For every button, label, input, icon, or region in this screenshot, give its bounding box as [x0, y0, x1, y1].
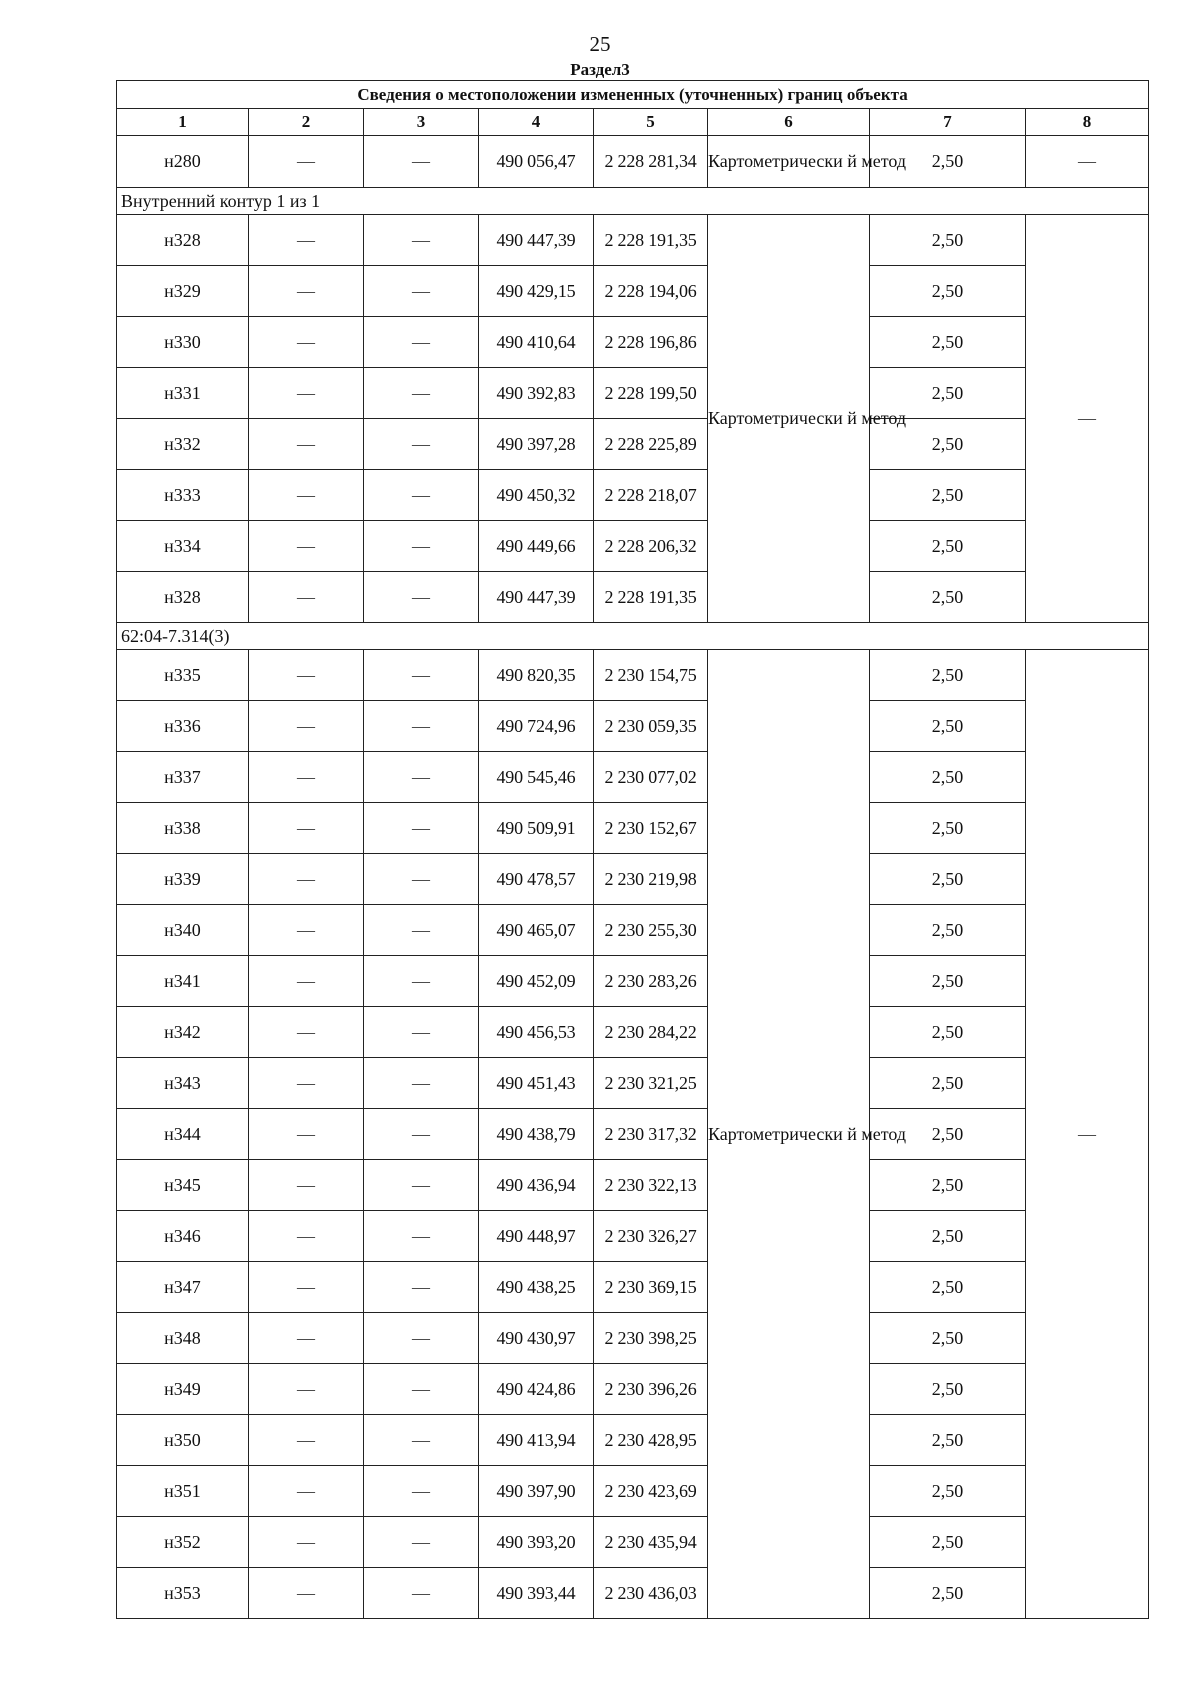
accuracy-value: 2,50 [870, 650, 1026, 701]
accuracy-value: 2,50 [870, 752, 1026, 803]
coordinate-x: 490 397,28 [479, 419, 594, 470]
accuracy-value: 2,50 [870, 215, 1026, 266]
contour-label: 62:04-7.314(3) [117, 623, 1149, 650]
boundary-coordinates-table [116, 80, 1149, 1619]
table-row [117, 1364, 1149, 1415]
coordinate-y: 2 228 199,50 [594, 368, 708, 419]
coordinate-x: 490 393,20 [479, 1517, 594, 1568]
coordinate-y: 2 228 225,89 [594, 419, 708, 470]
empty-dash: — [364, 266, 479, 317]
table-row [117, 1517, 1149, 1568]
empty-dash: — [364, 521, 479, 572]
column-number: 3 [364, 109, 479, 136]
coordinate-x: 490 456,53 [479, 1007, 594, 1058]
table-row [117, 1415, 1149, 1466]
column-number: 8 [1026, 109, 1149, 136]
point-id: н328 [117, 572, 249, 623]
coordinate-y: 2 228 191,35 [594, 215, 708, 266]
empty-dash: — [364, 368, 479, 419]
empty-dash: — [364, 1211, 479, 1262]
accuracy-value: 2,50 [870, 1160, 1026, 1211]
point-id: н332 [117, 419, 249, 470]
table-row [117, 1262, 1149, 1313]
accuracy-value: 2,50 [870, 854, 1026, 905]
point-id: н345 [117, 1160, 249, 1211]
coordinate-y: 2 228 191,35 [594, 572, 708, 623]
method-cell: Картометрически й метод [708, 215, 870, 623]
coordinate-x: 490 447,39 [479, 215, 594, 266]
table-row [117, 136, 1149, 188]
column-number: 6 [708, 109, 870, 136]
empty-dash: — [364, 854, 479, 905]
coordinate-y: 2 228 281,34 [594, 136, 708, 188]
point-id: н329 [117, 266, 249, 317]
accuracy-value: 2,50 [870, 1364, 1026, 1415]
column-number-row [117, 109, 1149, 136]
table-title: Сведения о местоположении измененных (уточненных) границ объекта [117, 81, 1149, 109]
table-row [117, 854, 1149, 905]
coordinate-x: 490 509,91 [479, 803, 594, 854]
coordinate-y: 2 230 396,26 [594, 1364, 708, 1415]
coordinate-y: 2 230 152,67 [594, 803, 708, 854]
point-id: н336 [117, 701, 249, 752]
table-row [117, 752, 1149, 803]
coordinate-y: 2 230 059,35 [594, 701, 708, 752]
empty-dash: — [364, 317, 479, 368]
empty-dash: — [249, 956, 364, 1007]
point-id: н346 [117, 1211, 249, 1262]
table-row [117, 521, 1149, 572]
table-row [117, 1466, 1149, 1517]
coordinate-y: 2 230 284,22 [594, 1007, 708, 1058]
empty-dash: — [249, 1517, 364, 1568]
contour-label: Внутренний контур 1 из 1 [117, 188, 1149, 215]
coordinate-x: 490 451,43 [479, 1058, 594, 1109]
point-id: н348 [117, 1313, 249, 1364]
accuracy-value: 2,50 [870, 266, 1026, 317]
empty-dash: — [364, 419, 479, 470]
coordinate-x: 490 438,79 [479, 1109, 594, 1160]
point-id: н333 [117, 470, 249, 521]
empty-dash: — [364, 1415, 479, 1466]
point-id: н334 [117, 521, 249, 572]
coordinate-x: 490 429,15 [479, 266, 594, 317]
point-id: н351 [117, 1466, 249, 1517]
accuracy-value: 2,50 [870, 136, 1026, 188]
table-row [117, 1160, 1149, 1211]
empty-dash: — [249, 1211, 364, 1262]
point-id: н337 [117, 752, 249, 803]
empty-dash: — [249, 905, 364, 956]
coordinate-y: 2 228 196,86 [594, 317, 708, 368]
table-row [117, 1007, 1149, 1058]
coordinate-y: 2 228 194,06 [594, 266, 708, 317]
empty-dash: — [249, 266, 364, 317]
empty-dash: — [249, 136, 364, 188]
coordinate-y: 2 230 255,30 [594, 905, 708, 956]
empty-dash: — [364, 1466, 479, 1517]
empty-dash: — [249, 419, 364, 470]
empty-dash: — [249, 650, 364, 701]
accuracy-value: 2,50 [870, 1262, 1026, 1313]
empty-dash: — [249, 1109, 364, 1160]
empty-dash: — [364, 215, 479, 266]
empty-dash: — [249, 854, 364, 905]
table-row [117, 956, 1149, 1007]
table-row [117, 470, 1149, 521]
coordinate-y: 2 230 077,02 [594, 752, 708, 803]
coordinate-y: 2 230 369,15 [594, 1262, 708, 1313]
column-number: 7 [870, 109, 1026, 136]
table-row [117, 368, 1149, 419]
empty-dash: — [249, 1007, 364, 1058]
accuracy-value: 2,50 [870, 1007, 1026, 1058]
table-row [117, 1211, 1149, 1262]
table-row [117, 1313, 1149, 1364]
coordinate-x: 490 450,32 [479, 470, 594, 521]
coordinate-x: 490 430,97 [479, 1313, 594, 1364]
table-row [117, 1568, 1149, 1619]
column-number: 1 [117, 109, 249, 136]
empty-dash: — [249, 1058, 364, 1109]
point-id: н341 [117, 956, 249, 1007]
empty-dash: — [249, 572, 364, 623]
empty-dash: — [249, 1466, 364, 1517]
column-number: 5 [594, 109, 708, 136]
empty-dash: — [364, 470, 479, 521]
empty-dash: — [364, 956, 479, 1007]
accuracy-value: 2,50 [870, 1568, 1026, 1619]
coordinate-x: 490 392,83 [479, 368, 594, 419]
point-id: н339 [117, 854, 249, 905]
accuracy-value: 2,50 [870, 1058, 1026, 1109]
empty-dash: — [249, 803, 364, 854]
empty-dash: — [364, 1313, 479, 1364]
empty-dash: — [364, 136, 479, 188]
point-id: н331 [117, 368, 249, 419]
table-row [117, 1109, 1149, 1160]
coordinate-x: 490 438,25 [479, 1262, 594, 1313]
coordinate-y: 2 230 435,94 [594, 1517, 708, 1568]
table-row [117, 317, 1149, 368]
coordinate-y: 2 230 423,69 [594, 1466, 708, 1517]
method-cell: Картометрически й метод [708, 136, 870, 188]
column-number: 4 [479, 109, 594, 136]
accuracy-value: 2,50 [870, 1466, 1026, 1517]
accuracy-value: 2,50 [870, 956, 1026, 1007]
coordinate-x: 490 452,09 [479, 956, 594, 1007]
coordinate-x: 490 410,64 [479, 317, 594, 368]
accuracy-value: 2,50 [870, 1415, 1026, 1466]
accuracy-value: 2,50 [870, 368, 1026, 419]
empty-dash: — [364, 1517, 479, 1568]
coordinate-x: 490 397,90 [479, 1466, 594, 1517]
coordinate-y: 2 230 428,95 [594, 1415, 708, 1466]
point-id: н342 [117, 1007, 249, 1058]
coordinate-x: 490 724,96 [479, 701, 594, 752]
empty-dash: — [249, 521, 364, 572]
point-id: н340 [117, 905, 249, 956]
point-id: н353 [117, 1568, 249, 1619]
empty-dash: — [249, 1160, 364, 1211]
empty-dash: — [249, 1262, 364, 1313]
accuracy-value: 2,50 [870, 521, 1026, 572]
empty-dash: — [249, 1415, 364, 1466]
page-number: 25 [589, 32, 611, 56]
empty-dash: — [249, 368, 364, 419]
point-id: н330 [117, 317, 249, 368]
point-id: н344 [117, 1109, 249, 1160]
point-id: н338 [117, 803, 249, 854]
empty-dash: — [364, 572, 479, 623]
coordinate-y: 2 230 219,98 [594, 854, 708, 905]
empty-dash: — [364, 1007, 479, 1058]
coordinate-x: 490 056,47 [479, 136, 594, 188]
empty-dash: — [364, 803, 479, 854]
accuracy-value: 2,50 [870, 803, 1026, 854]
coordinate-x: 490 545,46 [479, 752, 594, 803]
accuracy-value: 2,50 [870, 1517, 1026, 1568]
empty-dash: — [364, 1058, 479, 1109]
contour-label-row [117, 623, 1149, 650]
table-row [117, 572, 1149, 623]
accuracy-value: 2,50 [870, 419, 1026, 470]
method-cell: Картометрически й метод [708, 650, 870, 1619]
coordinate-x: 490 448,97 [479, 1211, 594, 1262]
coordinate-x: 490 413,94 [479, 1415, 594, 1466]
accuracy-value: 2,50 [870, 470, 1026, 521]
coordinate-y: 2 228 206,32 [594, 521, 708, 572]
coordinate-y: 2 230 398,25 [594, 1313, 708, 1364]
point-id: н280 [117, 136, 249, 188]
point-id: н349 [117, 1364, 249, 1415]
coordinate-y: 2 230 283,26 [594, 956, 708, 1007]
accuracy-value: 2,50 [870, 1313, 1026, 1364]
coordinate-y: 2 230 317,32 [594, 1109, 708, 1160]
point-id: н352 [117, 1517, 249, 1568]
coordinate-y: 2 230 436,03 [594, 1568, 708, 1619]
empty-dash: — [364, 1109, 479, 1160]
table-row [117, 803, 1149, 854]
empty-dash: — [249, 701, 364, 752]
accuracy-value: 2,50 [870, 1109, 1026, 1160]
empty-dash: — [364, 1160, 479, 1211]
coordinate-y: 2 230 321,25 [594, 1058, 708, 1109]
empty-dash: — [249, 1568, 364, 1619]
table-row [117, 650, 1149, 701]
coordinate-x: 490 436,94 [479, 1160, 594, 1211]
table-row [117, 701, 1149, 752]
empty-dash: — [249, 752, 364, 803]
empty-dash: — [249, 1364, 364, 1415]
empty-dash: — [364, 650, 479, 701]
empty-dash: — [1026, 650, 1149, 1619]
table-row [117, 419, 1149, 470]
table-row [117, 266, 1149, 317]
coordinate-x: 490 478,57 [479, 854, 594, 905]
coordinate-x: 490 820,35 [479, 650, 594, 701]
coordinate-x: 490 465,07 [479, 905, 594, 956]
coordinate-x: 490 449,66 [479, 521, 594, 572]
point-id: н350 [117, 1415, 249, 1466]
empty-dash: — [249, 215, 364, 266]
coordinate-y: 2 230 154,75 [594, 650, 708, 701]
point-id: н343 [117, 1058, 249, 1109]
point-id: н347 [117, 1262, 249, 1313]
empty-dash: — [249, 1313, 364, 1364]
table-row [117, 905, 1149, 956]
empty-dash: — [1026, 215, 1149, 623]
accuracy-value: 2,50 [870, 572, 1026, 623]
table-row [117, 215, 1149, 266]
coordinate-x: 490 447,39 [479, 572, 594, 623]
column-number: 2 [249, 109, 364, 136]
empty-dash: — [1026, 136, 1149, 188]
contour-label-row [117, 188, 1149, 215]
coordinate-y: 2 230 326,27 [594, 1211, 708, 1262]
empty-dash: — [364, 1568, 479, 1619]
accuracy-value: 2,50 [870, 317, 1026, 368]
coordinate-y: 2 228 218,07 [594, 470, 708, 521]
point-id: н335 [117, 650, 249, 701]
section-title: Раздел3 [570, 60, 630, 79]
empty-dash: — [249, 470, 364, 521]
table-row [117, 1058, 1149, 1109]
empty-dash: — [364, 701, 479, 752]
empty-dash: — [249, 317, 364, 368]
empty-dash: — [364, 752, 479, 803]
empty-dash: — [364, 1262, 479, 1313]
coordinate-x: 490 393,44 [479, 1568, 594, 1619]
coordinate-y: 2 230 322,13 [594, 1160, 708, 1211]
accuracy-value: 2,50 [870, 905, 1026, 956]
coordinate-x: 490 424,86 [479, 1364, 594, 1415]
empty-dash: — [364, 905, 479, 956]
accuracy-value: 2,50 [870, 701, 1026, 752]
accuracy-value: 2,50 [870, 1211, 1026, 1262]
point-id: н328 [117, 215, 249, 266]
empty-dash: — [364, 1364, 479, 1415]
